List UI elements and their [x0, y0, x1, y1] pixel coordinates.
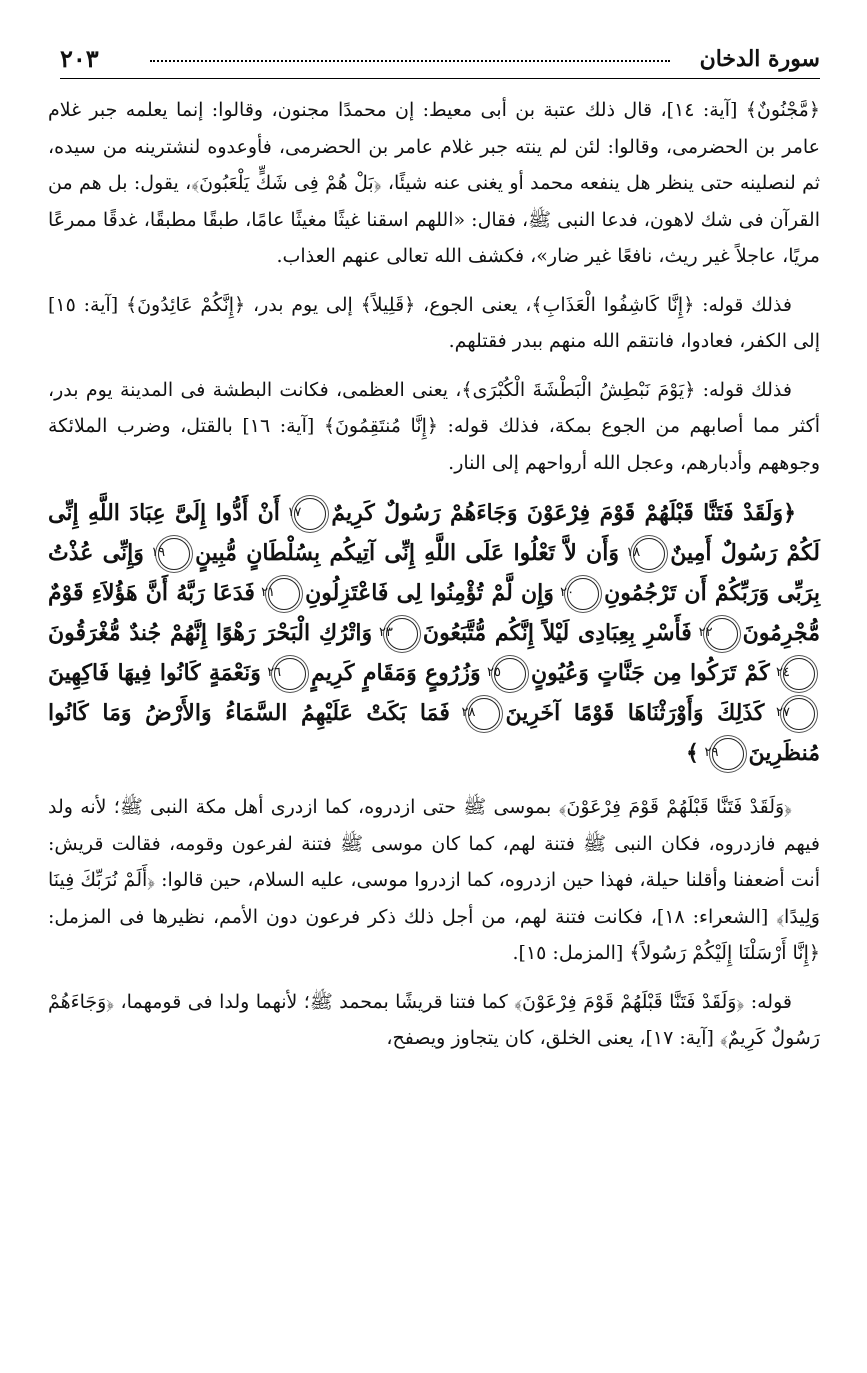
verse-text: وَإِنِّى عُذْتُ بِرَبِّى وَرَبِّكُمْ أَن تَرْجُمُونِ [48, 540, 820, 606]
verse-text: كَذَلِكَ وَأَوْرَثْنَاهَا قَوْمًا آخَرِينَ [505, 700, 765, 726]
header-dotted-leader [150, 60, 670, 62]
verse-number-marker: ٢٠ [567, 578, 599, 610]
verses-closing-bracket: ﴾ [685, 740, 699, 766]
commentary-paragraph: فذلك قوله: ﴿إِنَّا كَاشِفُوا الْعَذَابِ﴾، يعنى الجوع، ﴿قَلِيلاً﴾ إلى يوم بدر، ﴿إِنَّكُمْ عَائِدُونَ﴾ [آية: ١٥] إلى الكفر، فعادوا، فانتقم الله منهم ببدر فقتلهم. [48, 293, 820, 352]
commentary-paragraph: ﴿مَّجْنُونٌ﴾ [آية: ١٤]، قال ذلك عتبة بن أبى معيط: إن محمدًا مجنون، وقالوا: إنما يعلمه جبر غلام عامر بن الحضرمى، وقالوا: لئن لم ينته جبر غلام عامر بن الحضرمى، فأوعدوه لنشترينه من سيده، ثم لنصلينه حتى ينظر هل ينفعه محمد أو يغنى عنه شيئًا، ﴿بَلْ هُمْ فِى شَكٍّ يَلْعَبُونَ﴾، يقول: بل هم من القرآن فى شك لاهون، فدعا النبى ﷺ، فقال: «اللهم اسقنا غيثًا مغيثًا عامًا، طبقًا مطبقًا، غدقًا ممرعًا مريًا، عاجلاً غير ريث، نافعًا غير ضار»، فكشف الله تعالى عنهم العذاب. [48, 99, 820, 267]
verse-text: فَأَسْرِ بِعِبَادِى لَيْلاً إِنَّكُم مُّتَّبَعُونَ [422, 620, 692, 646]
verse-number-marker: ١٨ [633, 538, 665, 570]
verse-number-marker: ١٩ [158, 538, 190, 570]
verse-number-marker: ٢٤ [783, 658, 815, 690]
verse-number-marker: ٢١ [268, 578, 300, 610]
commentary-paragraph: فذلك قوله: ﴿يَوْمَ نَبْطِشُ الْبَطْشَةَ الْكُبْرَى﴾، يعنى العظمى، فكانت البطشة فى المدينة يوم بدر، أكثر مما أصابهم من الجوع بمكة، فذلك قوله: ﴿إِنَّا مُنتَقِمُونَ﴾ [آية: ١٦] بالقتل، وضرب الملائكة وجوههم وأدبارهم، وعجل الله أرواحهم إلى النار. [48, 378, 820, 474]
verse-number-marker: ١٧ [294, 498, 326, 530]
verse-number-marker: ٢٧ [783, 698, 815, 730]
verse-number-marker: ٢٣ [386, 618, 418, 650]
verse-number-marker: ٢٦ [274, 658, 306, 690]
verse-number-marker: ٢٥ [494, 658, 526, 690]
verse-text: فَمَا بَكَتْ عَلَيْهِمُ السَّمَاءُ وَالأَرْضُ وَمَا كَانُوا مُنظَرِينَ [48, 700, 820, 766]
quran-verses-block [48, 493, 820, 773]
verse-number-marker: ٢٢ [706, 618, 738, 650]
verse-number-marker: ٢٩ [712, 738, 744, 770]
verse-text: كَمْ تَرَكُوا مِن جَنَّاتٍ وَعُيُونٍ [530, 660, 770, 686]
verse-text: وَأَن لاَّ تَعْلُوا عَلَى اللَّهِ إِنِّى آتِيكُم بِسُلْطَانٍ مُّبِينٍ [195, 540, 619, 566]
page-content [48, 92, 820, 1069]
page-header [60, 44, 820, 79]
surah-title: سورة الدخان [699, 46, 820, 72]
verse-number-marker: ٢٨ [468, 698, 500, 730]
verse-text: وَنَعْمَةٍ كَانُوا فِيهَا فَاكِهِينَ [48, 660, 261, 686]
verse-text: وَزُرُوعٍ وَمَقَامٍ كَرِيمٍ [311, 660, 481, 686]
commentary-paragraph: قوله: ﴿وَلَقَدْ فَتَنَّا قَبْلَهُمْ قَوْمَ فِرْعَوْنَ﴾ كما فتنا قريشًا بمحمد ﷺ؛ لأنهما ولدا فى قومهما، ﴿وَجَاءَهُمْ رَسُولٌ كَرِيمٌ﴾ [آية: ١٧]، يعنى الخلق، كان يتجاوز ويصفح، [48, 990, 820, 1049]
verse-text: ﴿وَلَقَدْ فَتَنَّا قَبْلَهُمْ قَوْمَ فِرْعَوْنَ وَجَاءَهُمْ رَسُولٌ كَرِيمٌ [331, 500, 796, 526]
verse-text: وَإِن لَّمْ تُؤْمِنُوا لِى فَاعْتَزِلُونِ [305, 580, 554, 606]
commentary-paragraph: ﴿وَلَقَدْ فَتَنَّا قَبْلَهُمْ قَوْمَ فِرْعَوْنَ﴾ بموسى ﷺ حتى ازدروه، كما ازدرى أهل مكة النبى ﷺ؛ لأنه ولد فيهم فازدروه، فكان النبى ﷺ فتنة لهم، كما كان موسى ﷺ فتنة لفرعون وقومه، فقالت قريش: أنت أضعفنا وأقلنا حيلة، فهذا حين ازدروه، كما ازدروا موسى، عليه السلام، حين قالوا: ﴿أَلَمْ نُرَبِّكَ فِينَا وَلِيدًا﴾ [الشعراء: ١٨]، فكانت فتنة لهم، من أجل ذلك ذكر فرعون دون الأمم، نظيرها فى المزمل: ﴿إِنَّا أَرْسَلْنَا إِلَيْكُمْ رَسُولاً﴾ [المزمل: ١٥]. [48, 796, 820, 964]
verse-text: أَنْ أَدُّوا إِلَىَّ عِبَادَ اللَّهِ إِنِّى لَكُمْ رَسُولٌ أَمِينٌ [48, 500, 820, 566]
page-number: ٢٠٣ [60, 44, 99, 73]
verse-text: وَاتْرُكِ الْبَحْرَ رَهْوًا إِنَّهُمْ جُندٌ مُّغْرَقُونَ [48, 620, 373, 646]
verse-text: فَدَعَا رَبَّهُ أَنَّ هَؤُلاَءِ قَوْمٌ مُّجْرِمُونَ [48, 580, 821, 646]
